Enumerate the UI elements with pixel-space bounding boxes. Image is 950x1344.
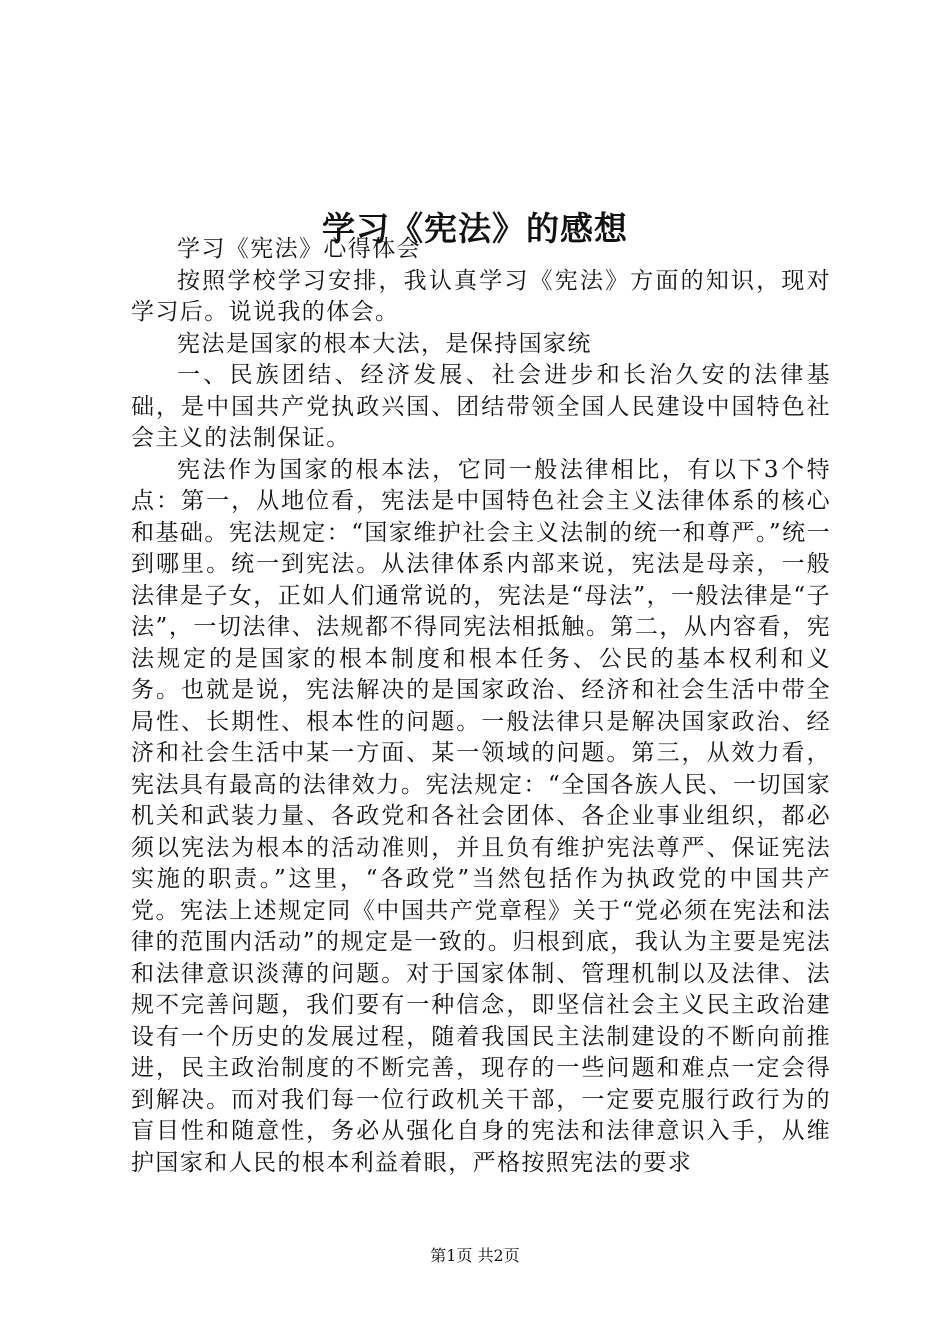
paragraph-subtitle: 学习《宪法》心得体会 bbox=[177, 236, 421, 262]
page-number-footer: 第1页 共2页 bbox=[430, 1246, 520, 1265]
page-title: 学习《宪法》的感想 bbox=[322, 209, 628, 249]
document-body bbox=[131, 234, 831, 1179]
paragraph-section-one: 一、民族团结、经济发展、社会进步和长治久安的法律基础，是中国共产党执政兴国、团结带领全国人民建设中国特色社会主义的法制保证。 bbox=[131, 362, 831, 451]
paragraph-main: 宪法作为国家的根本法，它同一般法律相比，有以下3个特点：第一，从地位看，宪法是中国特色社会主义法律体系的核心和基础。宪法规定：“国家维护社会主义法制的统一和尊严。”统一到哪里。统一到宪法。从法律体系内部来说，宪法是母亲，一般法律是子女，正如人们通常说的，宪法是“母法”，一般法律是“子法”，一切法律、法规都不得同宪法相抵触。第二，从内容看，宪法规定的是国家的根本制度和根本任务、公民的基本权利和义务。也就是说，宪法解决的是国家政治、经济和社会生活中带全局性、长期性、根本性的问题。一般法律只是解决国家政治、经济和社会生活中某一方面、某一领域的问题。第三，从效力看，宪法具有最高的法律效力。宪法规定：“全国各族人民、一切国家机关和武装力量、各政党和各社会团体、各企业事业组织，都必须以宪法为根本的活动准则，并且负有维护宪法尊严、保证宪法实施的职责。”这里，“各政党”当然包括作为执政党的中国共产党。宪法上述规定同《中国共产党章程》关于“党必须在宪法和法律的范围内活动”的规定是一致的。归根到底，我认为主要是宪法和法律意识淡薄的问题。对于国家体制、管理机制以及法律、法规不完善问题，我们要有一种信念，即坚信社会主义民主政治建设有一个历史的发展过程，随着我国民主法制建设的不断向前推进，民主政治制度的不断完善，现存的一些问题和难点一定会得到解决。而对我们每一位行政机关干部，一定要克服行政行为的盲目性和随意性，务必从强化自身的宪法和法律意识入手，从维护国家和人民的根本利益着眼，严格按照宪法的要求 bbox=[131, 456, 831, 1176]
paragraph-statement: 宪法是国家的根本大法，是保持国家统 bbox=[177, 330, 592, 357]
paragraph-intro: 按照学校学习安排，我认真学习《宪法》方面的知识，现对学习后。说说我的体会。 bbox=[131, 267, 831, 325]
